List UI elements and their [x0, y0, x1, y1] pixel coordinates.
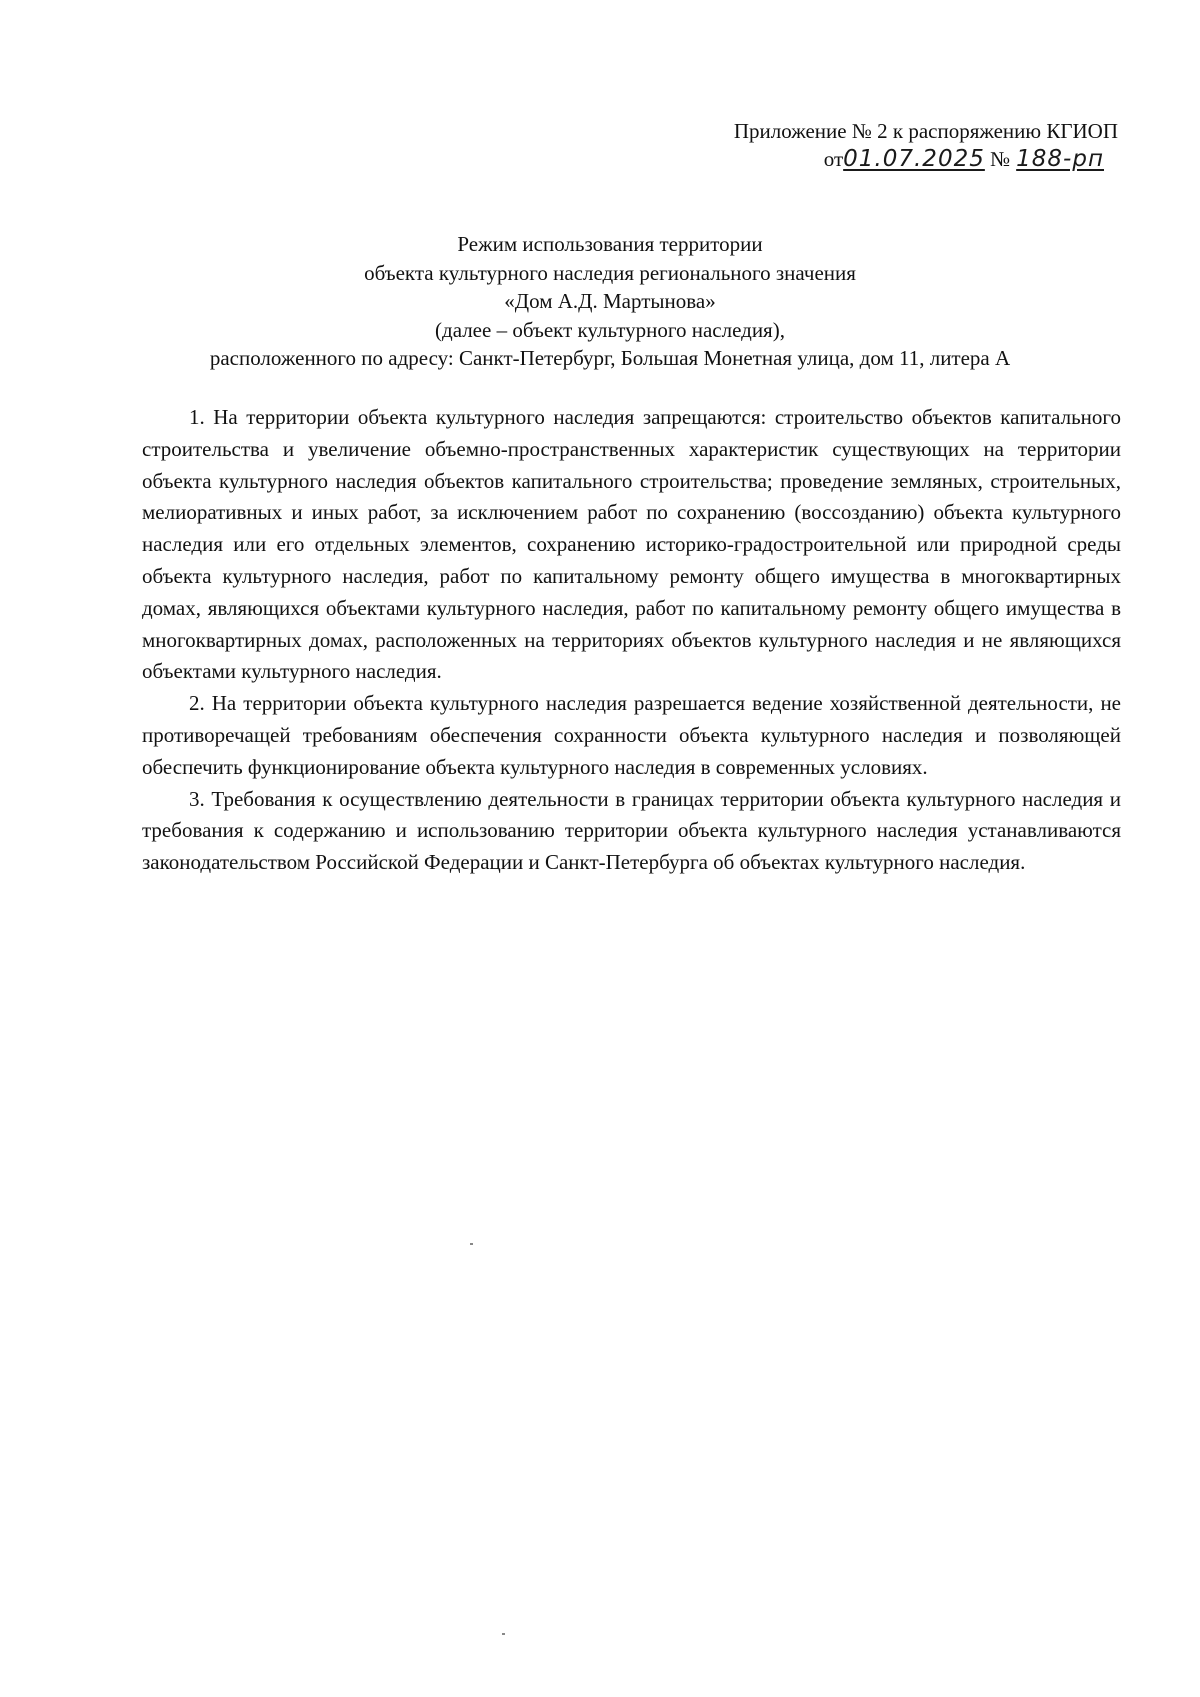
appendix-date-number-line — [734, 144, 1118, 174]
handwritten-number: 188-рп — [1016, 146, 1104, 172]
document-title — [120, 230, 1100, 373]
title-line-2: объекта культурного наследия регионального значения — [364, 260, 856, 285]
document-body — [142, 402, 1121, 879]
title-line-5: расположенного по адресу: Санкт-Петербург, Большая Монетная улица, дом 11, литера А — [209, 346, 1011, 370]
paragraph-3: 3. Требования к осуществлению деятельности в границах территории объекта культурного наследия и требования к содержанию и использованию территории объекта культурного наследия устанавливаются законодательством Российской Федерации и Санкт-Петербурга об объектах культурного наследия. — [142, 786, 1121, 875]
appendix-line: Приложение № 2 к распоряжению КГИОП — [733, 119, 1118, 143]
title-line-4: (далее – объект культурного наследия), — [435, 317, 785, 342]
paragraph-1: 1. На территории объекта культурного наследия запрещаются: строительство объектов капитального строительства и увеличение объемно-пространственных характеристик существующих на территории объекта культурного наследия объектов капитального строительства; проведение земляных, строительных, мелиоративных и иных работ, за исключением работ по сохранению (воссозданию) объекта культурного наследия или его отдельных элементов, сохранению историко-градостроительной или природной среды объекта культурного наследия, работ по капитальному ремонту общего имущества в многоквартирных домах, являющихся объектами культурного наследия, работ по капитальному ремонту общего имущества в многоквартирных домах, расположенных на территориях объектов культурного наследия и не являющихся объектами культурного наследия. — [142, 405, 1121, 684]
appendix-header — [734, 116, 1118, 174]
title-line-3: «Дом А.Д. Мартынова» — [504, 289, 716, 313]
from-prefix: от — [823, 147, 844, 171]
scan-speck — [470, 1243, 473, 1245]
paragraph-2: 2. На территории объекта культурного наследия разрешается ведение хозяйственной деятельности, не противоречащей требованиям обеспечения сохранности объекта культурного наследия и позволяющей обеспечить функционирование объекта культурного наследия в современных условиях. — [142, 691, 1121, 779]
handwritten-date: 01.07.2025 — [843, 146, 985, 172]
title-line-1: Режим использования территории — [457, 232, 763, 256]
scan-speck — [502, 1633, 505, 1635]
number-prefix: № — [990, 147, 1011, 171]
